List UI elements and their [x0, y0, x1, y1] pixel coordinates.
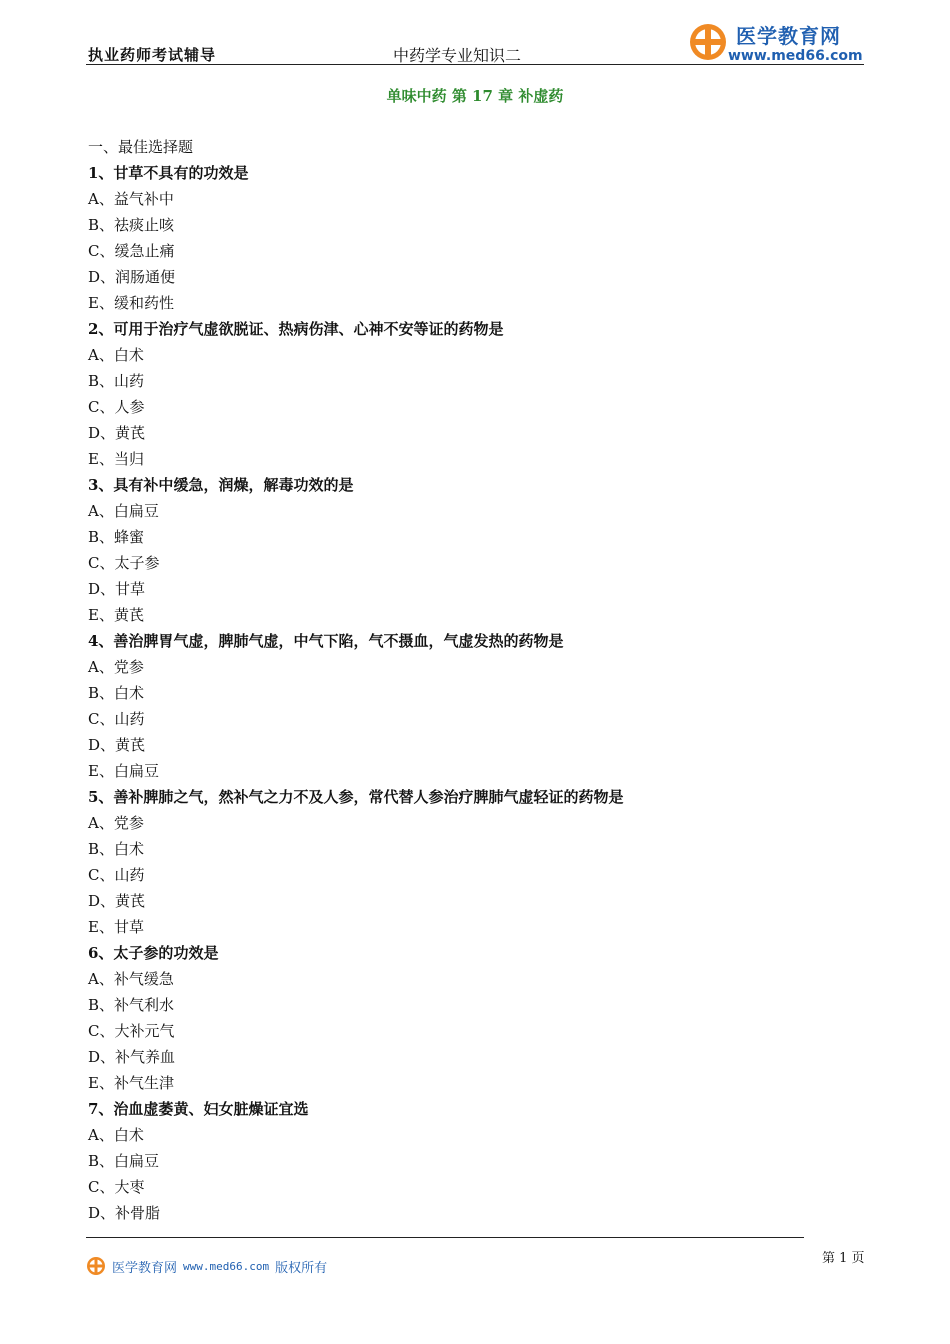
- question-block: [88, 940, 848, 1096]
- answer-option: E、当归: [88, 450, 144, 468]
- question-text: 6、太子参的功效是: [88, 944, 219, 962]
- footer-rights: 版权所有: [275, 1260, 328, 1276]
- section-heading: 一、最佳选择题: [88, 138, 194, 156]
- footer-brand[interactable]: [86, 1255, 327, 1277]
- question-block: [88, 628, 848, 784]
- answer-option: A、益气补中: [88, 190, 174, 208]
- footer-site-name: 医学教育网: [112, 1260, 178, 1276]
- answer-option: E、缓和药性: [88, 294, 174, 312]
- logo-cross-icon: [86, 1256, 106, 1276]
- answer-option: C、人参: [88, 398, 145, 416]
- question-text: 2、可用于治疗气虚欲脱证、热病伤津、心神不安等证的药物是: [88, 320, 504, 338]
- answer-option: C、大枣: [88, 1178, 145, 1196]
- answer-option: C、大补元气: [88, 1022, 175, 1040]
- question-text: 3、具有补中缓急，润燥，解毒功效的是: [88, 476, 354, 494]
- question-text: 5、善补脾肺之气，然补气之力不及人参，常代替人参治疗脾肺气虚轻证的药物是: [88, 788, 624, 806]
- footer-url[interactable]: www.med66.com: [183, 1259, 270, 1273]
- header-left-label: 执业药师考试辅导: [88, 46, 217, 64]
- answer-option: B、山药: [88, 372, 145, 390]
- answer-option: C、缓急止痛: [88, 242, 175, 260]
- answer-option: A、白术: [88, 1126, 144, 1144]
- answer-option: B、补气利水: [88, 996, 175, 1014]
- logo-cross-icon: [688, 22, 728, 62]
- answer-option: A、补气缓急: [88, 970, 174, 988]
- answer-option: A、白术: [88, 346, 144, 364]
- question-block: [88, 316, 848, 472]
- footer-divider: [86, 1237, 804, 1238]
- answer-option: D、黄芪: [88, 424, 146, 442]
- header-divider: [86, 64, 864, 65]
- question-list: [88, 134, 848, 1226]
- answer-option: B、白扁豆: [88, 1152, 160, 1170]
- answer-option: B、白术: [88, 840, 145, 858]
- question-block: [88, 1096, 848, 1226]
- answer-option: D、黄芪: [88, 736, 146, 754]
- answer-option: D、润肠通便: [88, 268, 176, 286]
- answer-option: A、白扁豆: [88, 502, 159, 520]
- logo-name: 医学教育网: [736, 24, 841, 48]
- answer-option: B、祛痰止咳: [88, 216, 175, 234]
- answer-option: E、白扁豆: [88, 762, 159, 780]
- question-block: [88, 784, 848, 940]
- question-text: 1、甘草不具有的功效是: [88, 164, 249, 182]
- question-block: [88, 160, 848, 316]
- answer-option: A、党参: [88, 814, 144, 832]
- document-title: 单味中药 第 17 章 补虚药: [386, 87, 564, 105]
- header-center-label: 中药学专业知识二: [393, 46, 522, 65]
- answer-option: E、黄芪: [88, 606, 144, 624]
- answer-option: E、甘草: [88, 918, 144, 936]
- answer-option: A、党参: [88, 658, 144, 676]
- question-text: 7、治血虚萎黄、妇女脏燥证宜选: [88, 1100, 309, 1118]
- question-block: [88, 472, 848, 628]
- answer-option: D、黄芪: [88, 892, 146, 910]
- page-number: 第 1 页: [822, 1251, 865, 1266]
- answer-option: B、蜂蜜: [88, 528, 145, 546]
- answer-option: C、山药: [88, 710, 145, 728]
- answer-option: C、太子参: [88, 554, 160, 572]
- brand-logo[interactable]: [688, 20, 868, 66]
- answer-option: E、补气生津: [88, 1074, 174, 1092]
- answer-option: D、甘草: [88, 580, 146, 598]
- answer-option: C、山药: [88, 866, 145, 884]
- answer-option: D、补骨脂: [88, 1204, 161, 1222]
- question-text: 4、善治脾胃气虚，脾肺气虚，中气下陷，气不摄血，气虚发热的药物是: [88, 632, 564, 650]
- answer-option: D、补气养血: [88, 1048, 176, 1066]
- logo-url: www.med66.com: [728, 48, 863, 64]
- answer-option: B、白术: [88, 684, 145, 702]
